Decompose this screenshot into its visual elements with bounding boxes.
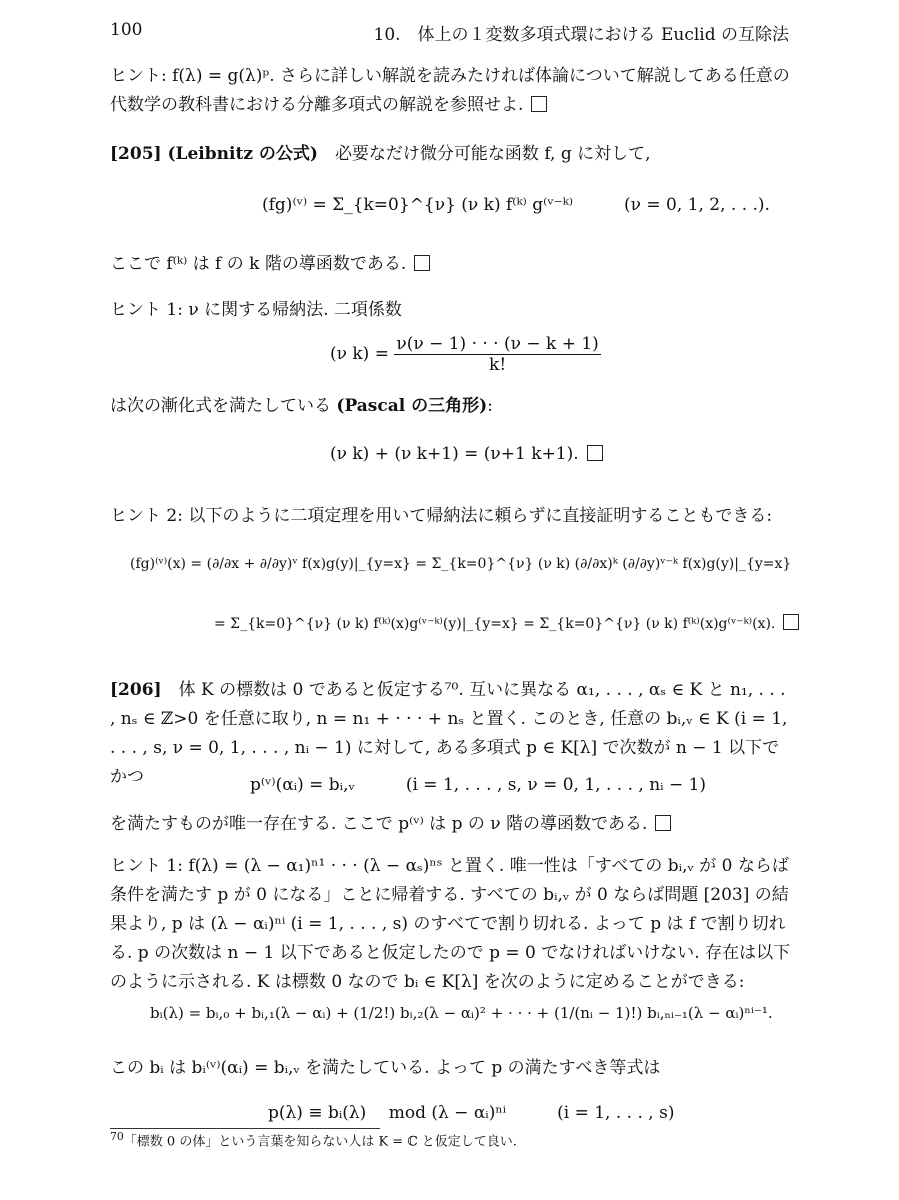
qed-icon <box>414 255 430 271</box>
footnote-70 <box>110 1130 517 1149</box>
pascal-intro-bold: (Pascal の三角形) <box>336 396 488 416</box>
equation-leibnitz-body: (fg)⁽ᵛ⁾ = Σ_{k=0}^{ν} (ν k) f⁽ᵏ⁾ g⁽ᵛ⁻ᵏ⁾ <box>262 195 573 215</box>
qed-icon <box>655 815 671 831</box>
equation-mod: p(λ) ≡ bᵢ(λ) mod (λ − αᵢ)ⁿⁱ (i = 1, . . . , s) <box>268 1103 675 1123</box>
equation-pascal-body: (ν k) + (ν k+1) = (ν+1 k+1). <box>330 444 579 464</box>
equation-hint2-line2-body: = Σ_{k=0}^{ν} (ν k) f⁽ᵏ⁾(x)g⁽ᵛ⁻ᵏ⁾(y)|_{y=x} = Σ_{k=0}^{ν} (ν k) f⁽ᵏ⁾(x)g⁽ᵛ⁻ᵏ⁾(x). <box>214 616 776 632</box>
hint1-205: ヒント 1: ν に関する帰納法. 二項係数 <box>110 300 402 320</box>
pascal-intro-post: : <box>487 396 493 416</box>
qed-icon <box>783 614 799 630</box>
pascal-intro <box>110 392 792 421</box>
hint2-205: ヒント 2: 以下のように二項定理を用いて帰納法に頼らずに直接証明することもできる: <box>110 506 773 526</box>
footnote-text: 「標数 0 の体」という言葉を知らない人は K = ℂ と仮定して良い. <box>123 1134 517 1150</box>
qed-icon <box>587 445 603 461</box>
problem-206-text: 体 K の標数は 0 であると仮定する⁷⁰. 互いに異なる α₁, . . . , αₛ ∈ K と n₁, . . . , nₛ ∈ ℤ>0 を任意に取り, n = n₁ + · · · + nₛ と置く. このとき, 任意の bᵢ,ᵥ ∈ K (i = 1, . . . , s, ν = 0, 1, . . . , nᵢ − 1) に対して, ある多項式 p ∈ K[λ] で次数が n − 1 以下でかつ <box>110 680 788 787</box>
page-number: 100 <box>110 20 143 40</box>
uniqueness-statement <box>110 810 792 839</box>
equation-binomial-lhs: (ν k) = <box>330 344 389 364</box>
equation-interpolation: p⁽ᵛ⁾(αᵢ) = bᵢ,ᵥ (i = 1, . . . , s, ν = 0, 1, . . . , nᵢ − 1) <box>250 775 707 795</box>
hint-top-text: ヒント: f(λ) = g(λ)ᵖ. さらに詳しい解説を読みたければ体論について解説してある任意の代数学の教科書における分離多項式の解説を参照せよ. <box>110 66 790 115</box>
equation-hint2-line1: (fg)⁽ᵛ⁾(x) = (∂/∂x + ∂/∂y)ᵛ f(x)g(y)|_{y=x} = Σ_{k=0}^{ν} (ν k) (∂/∂x)ᵏ (∂/∂y)ᵛ⁻ᵏ f(x)g(y)|_{y=x} <box>130 556 792 572</box>
binomial-denominator: k! <box>489 355 507 375</box>
equation-pascal <box>330 444 603 464</box>
fk-definition <box>110 250 792 279</box>
equation-leibnitz-condition: (ν = 0, 1, 2, . . .). <box>624 195 770 215</box>
equation-binomial <box>330 334 601 375</box>
problem-205-label: [205] (Leibnitz の公式) <box>110 144 318 164</box>
equation-leibnitz <box>262 190 770 215</box>
footnote-mark: 70 <box>110 1130 124 1143</box>
hint-top <box>110 62 792 120</box>
equation-hint2-line2 <box>214 614 799 632</box>
bi-satisfies: この bᵢ は bᵢ⁽ᵛ⁾(αᵢ) = bᵢ,ᵥ を満たしている. よって p の満たすべき等式は <box>110 1058 661 1078</box>
hint1-206: ヒント 1: f(λ) = (λ − α₁)ⁿ¹ · · · (λ − αₛ)ⁿˢ と置く. 唯一性は「すべての bᵢ,ᵥ が 0 ならば条件を満たす p が 0 になる」ことに帰着する. すべての bᵢ,ᵥ が 0 ならば問題 [203] の結果より, p は (λ − αᵢ)ⁿⁱ (i = 1, . . . , s) のすべてで割り切れる. よって p は f で割り切れる. p の次数は n − 1 以下であると仮定したので p = 0 でなければいけない. 存在は以下のように示される. K は標数 0 なので bᵢ ∈ K[λ] を次のように定めることができる: <box>110 856 791 992</box>
binomial-numerator: ν(ν − 1) · · · (ν − k + 1) <box>396 334 599 354</box>
fk-definition-text: ここで f⁽ᵏ⁾ は f の k 階の導函数である. <box>110 254 407 274</box>
qed-icon <box>531 96 547 112</box>
problem-205 <box>110 140 792 169</box>
problem-205-text: 必要なだけ微分可能な函数 f, g に対して, <box>334 144 651 164</box>
uniqueness-statement-text: を満たすものが唯一存在する. ここで p⁽ᵛ⁾ は p の ν 階の導函数である. <box>110 814 648 834</box>
pascal-intro-pre: は次の漸化式を満たしている <box>110 396 337 416</box>
binomial-fraction <box>394 334 600 375</box>
problem-206-label: [206] <box>110 680 162 700</box>
footnote-rule <box>110 1128 380 1129</box>
running-header: 10. 体上の１変数多項式環における Euclid の互除法 <box>373 25 789 45</box>
equation-bi: bᵢ(λ) = bᵢ,₀ + bᵢ,₁(λ − αᵢ) + (1/2!) bᵢ,₂(λ − αᵢ)² + · · · + (1/(nᵢ − 1)!) bᵢ,ₙᵢ₋₁(λ − αᵢ)ⁿⁱ⁻¹. <box>150 1004 773 1022</box>
